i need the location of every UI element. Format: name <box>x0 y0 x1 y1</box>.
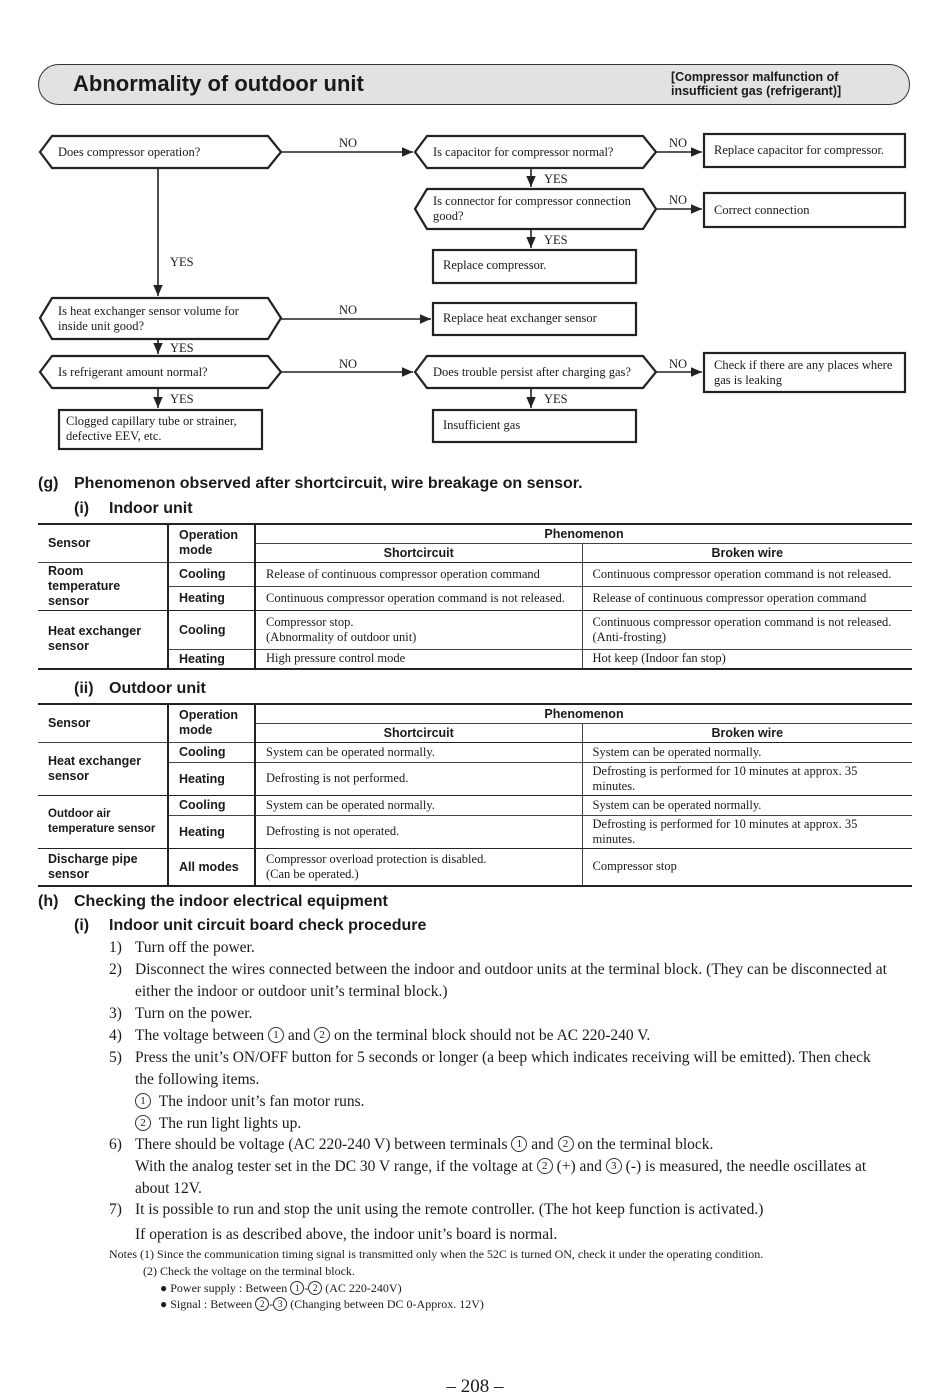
col-header-shortcircuit: Shortcircuit <box>255 543 582 562</box>
note-bullet-signal <box>160 1296 484 1313</box>
terminal-2-symbol: 2 <box>537 1158 553 1174</box>
section-g-label: (g) <box>38 475 59 492</box>
mode-cell: Heating <box>168 586 255 610</box>
mode-header-line2: mode <box>179 543 213 558</box>
broken-wire-cell: Compressor stop <box>582 848 912 886</box>
step-number: 6) <box>109 1136 122 1153</box>
dash: - <box>269 1297 274 1311</box>
table-row <box>38 848 912 886</box>
step-number: 2) <box>109 961 122 978</box>
col-header-broken-wire: Broken wire <box>582 723 912 742</box>
flow-clogged-text <box>66 414 237 444</box>
label-no: NO <box>339 357 358 371</box>
troubleshooting-flowchart <box>0 0 950 460</box>
table-row <box>38 610 912 649</box>
cell-line2: (Can be operated.) <box>266 866 359 881</box>
mode-cell: Heating <box>168 649 255 669</box>
table-row <box>38 742 912 762</box>
sensor-name <box>38 848 168 886</box>
indoor-sensor-table <box>38 523 912 670</box>
label-yes: YES <box>170 392 194 406</box>
col-header-phenomenon: Phenomenon <box>255 524 912 543</box>
subtitle-line-2: insufficient gas (refrigerant)] <box>671 84 842 98</box>
terminal-3-symbol: 3 <box>606 1158 622 1174</box>
step-number: 4) <box>109 1027 122 1044</box>
sensor-name <box>38 610 168 669</box>
flow-q3-text <box>433 194 631 224</box>
mode-cell: Cooling <box>168 562 255 586</box>
sensor-name-line2: sensor <box>48 768 89 783</box>
table-row <box>38 586 912 610</box>
terminal-1-symbol: 1 <box>290 1281 304 1295</box>
note-1: Notes (1) Since the communication timing signal is transmitted only when the 52C is turned ON, check it under the operating condition. <box>109 1247 764 1261</box>
shortcircuit-cell: Defrosting is not performed. <box>255 762 582 795</box>
mode-cell: Cooling <box>168 610 255 649</box>
label-no: NO <box>669 136 688 150</box>
flow-q6-text: Does trouble persist after charging gas? <box>433 365 631 379</box>
step-5c-text: The indoor unit’s fan motor runs. <box>158 1093 365 1110</box>
flow-q4-line1: Is heat exchanger sensor volume for <box>58 304 239 318</box>
step-conclusion: If operation is as described above, the indoor unit’s board is normal. <box>135 1226 558 1243</box>
mode-cell: Heating <box>168 815 255 848</box>
table-row <box>38 815 912 848</box>
flow-q4-line2: inside unit good? <box>58 319 145 333</box>
table-row <box>38 795 912 815</box>
sensor-name-line2: temperature sensor <box>48 822 156 835</box>
note-2: (2) Check the voltage on the terminal block. <box>143 1264 355 1278</box>
terminal-3-symbol: 3 <box>273 1297 287 1311</box>
table-row <box>38 762 912 795</box>
step-2a: Disconnect the wires connected between the indoor and outdoor units at the terminal block. (They can be disconnected at <box>135 961 887 978</box>
step-4-text-a: The voltage between <box>135 1027 265 1044</box>
broken-wire-cell: Defrosting is performed for 10 minutes at approx. 35 minutes. <box>582 762 912 795</box>
flow-check-leak-line1: Check if there are any places where <box>714 358 893 372</box>
sensor-name <box>38 562 168 610</box>
label-no: NO <box>339 303 358 317</box>
section-g-i-label: (i) <box>74 500 90 517</box>
terminal-2-symbol: 2 <box>308 1281 322 1295</box>
step-5b: the following items. <box>135 1071 260 1088</box>
outdoor-sensor-table <box>38 703 912 887</box>
flow-replace-compressor-text: Replace compressor. <box>443 258 547 272</box>
step-number: 1) <box>109 939 122 956</box>
shortcircuit-cell <box>255 610 582 649</box>
mode-cell: Cooling <box>168 795 255 815</box>
section-g-ii-label: (ii) <box>74 680 94 697</box>
step-6b-text-b: (+) and <box>556 1158 602 1175</box>
col-header-mode <box>168 524 255 562</box>
label-yes: YES <box>544 172 568 186</box>
section-h-title: Checking the indoor electrical equipment <box>74 893 388 910</box>
shortcircuit-cell: Release of continuous compressor operation command <box>255 562 582 586</box>
sensor-name-line1: Room temperature <box>48 563 121 593</box>
step-7: It is possible to run and stop the unit using the remote controller. (The hot keep function is activated.) <box>135 1201 764 1218</box>
step-number: 3) <box>109 1005 122 1022</box>
section-g-i-title: Indoor unit <box>109 500 193 517</box>
step-2b: either the indoor or outdoor unit’s terminal block.) <box>135 983 448 1000</box>
broken-wire-cell: Release of continuous compressor operation command <box>582 586 912 610</box>
note-bullet-signal-text-b: (Changing between DC 0-Approx. 12V) <box>290 1297 484 1311</box>
step-3: Turn on the power. <box>135 1005 253 1022</box>
flow-replace-sensor-text: Replace heat exchanger sensor <box>443 311 597 325</box>
item-2-symbol: 2 <box>135 1115 151 1131</box>
broken-wire-cell: Continuous compressor operation command is not released. <box>582 562 912 586</box>
sensor-name-line2: sensor <box>48 866 89 881</box>
step-5c <box>135 1091 365 1113</box>
col-header-broken-wire: Broken wire <box>582 543 912 562</box>
shortcircuit-cell: High pressure control mode <box>255 649 582 669</box>
flow-q4-text <box>58 304 239 334</box>
step-6b-text-c: (-) is measured, the needle oscillates at <box>625 1158 867 1175</box>
terminal-2-symbol: 2 <box>558 1136 574 1152</box>
shortcircuit-cell <box>255 848 582 886</box>
sensor-name-line1: Heat exchanger <box>48 753 142 768</box>
section-h-i-title: Indoor unit circuit board check procedure <box>109 917 427 934</box>
col-header-shortcircuit: Shortcircuit <box>255 723 582 742</box>
label-yes: YES <box>544 233 568 247</box>
note-bullet-signal-text-a: ● Signal : Between <box>160 1297 253 1311</box>
step-number: 5) <box>109 1049 122 1066</box>
flow-q3-line2: good? <box>433 209 464 223</box>
page-title: Abnormality of outdoor unit <box>73 71 364 96</box>
col-header-phenomenon: Phenomenon <box>255 704 912 723</box>
mode-header-line1: Operation <box>179 528 239 543</box>
terminal-1-symbol: 1 <box>268 1027 284 1043</box>
sensor-name <box>38 795 168 848</box>
mode-header-line1: Operation <box>179 708 239 723</box>
broken-wire-cell: System can be operated normally. <box>582 795 912 815</box>
step-6a-text-b: and <box>531 1136 554 1153</box>
cell-line1: Continuous compressor operation command is not released. <box>592 614 892 629</box>
flow-clogged-line1: Clogged capillary tube or strainer, <box>66 414 237 428</box>
cell-line2: (Abnormality of outdoor unit) <box>266 629 417 644</box>
table-row <box>38 649 912 669</box>
step-number: 7) <box>109 1201 122 1218</box>
step-1: Turn off the power. <box>135 939 255 956</box>
shortcircuit-cell: Defrosting is not operated. <box>255 815 582 848</box>
terminal-1-symbol: 1 <box>511 1136 527 1152</box>
sensor-name-line1: Heat exchanger <box>48 624 142 639</box>
label-yes: YES <box>170 255 194 269</box>
step-6b-text-a: With the analog tester set in the DC 30 V range, if the voltage at <box>135 1158 533 1175</box>
cell-line2: (Anti-frosting) <box>592 629 667 644</box>
item-1-symbol: 1 <box>135 1093 151 1109</box>
note-bullet-power <box>160 1280 402 1297</box>
sensor-name-line2: sensor <box>48 639 89 654</box>
flow-correct-connection-text: Correct connection <box>714 203 810 217</box>
note-bullet-power-text-b: (AC 220-240V) <box>325 1281 402 1295</box>
col-header-sensor: Sensor <box>38 524 168 562</box>
step-6a-text-a: There should be voltage (AC 220-240 V) between terminals <box>135 1136 508 1153</box>
broken-wire-cell: System can be operated normally. <box>582 742 912 762</box>
label-yes: YES <box>544 392 568 406</box>
sensor-name <box>38 742 168 795</box>
mode-header-line2: mode <box>179 723 213 738</box>
label-no: NO <box>669 193 688 207</box>
step-6a <box>135 1134 713 1156</box>
broken-wire-cell <box>582 610 912 649</box>
flow-clogged-line2: defective EEV, etc. <box>66 429 162 443</box>
step-5d <box>135 1113 301 1135</box>
flow-q5-text: Is refrigerant amount normal? <box>58 365 208 379</box>
cell-line1: Compressor stop. <box>266 614 354 629</box>
note-bullet-power-text-a: ● Power supply : Between <box>160 1281 288 1295</box>
broken-wire-cell: Defrosting is performed for 10 minutes at approx. 35 minutes. <box>582 815 912 848</box>
mode-cell: Cooling <box>168 742 255 762</box>
col-header-mode <box>168 704 255 742</box>
shortcircuit-cell: System can be operated normally. <box>255 795 582 815</box>
flow-q1-text: Does compressor operation? <box>58 145 201 159</box>
subtitle-line-1: [Compressor malfunction of <box>671 70 839 84</box>
label-no: NO <box>669 357 688 371</box>
step-6c: about 12V. <box>135 1180 202 1197</box>
step-4-text-b: and <box>287 1027 311 1044</box>
step-4 <box>135 1025 650 1047</box>
col-header-sensor: Sensor <box>38 704 168 742</box>
section-h-i-label: (i) <box>74 917 90 934</box>
step-5d-text: The run light lights up. <box>158 1115 302 1132</box>
table-row <box>38 562 912 586</box>
terminal-2-symbol: 2 <box>255 1297 269 1311</box>
flow-q3-line1: Is connector for compressor connection <box>433 194 631 208</box>
step-5a: Press the unit’s ON/OFF button for 5 seconds or longer (a beep which indicates receiving will be emitted). Then check <box>135 1049 871 1066</box>
mode-cell: All modes <box>168 848 255 886</box>
page-number: – 208 – <box>446 1376 504 1397</box>
flow-check-leak-text <box>714 358 892 388</box>
label-no: NO <box>339 136 358 150</box>
mode-cell: Heating <box>168 762 255 795</box>
sensor-name-line1: Outdoor air <box>48 807 111 820</box>
section-h-label: (h) <box>38 893 59 910</box>
cell-line1: Compressor overload protection is disabled. <box>266 851 487 866</box>
step-6a-text-c: on the terminal block. <box>577 1136 714 1153</box>
section-g-title: Phenomenon observed after shortcircuit, wire breakage on sensor. <box>74 475 583 492</box>
terminal-2-symbol: 2 <box>314 1027 330 1043</box>
shortcircuit-cell: Continuous compressor operation command is not released. <box>255 586 582 610</box>
flow-q2-text: Is capacitor for compressor normal? <box>433 145 614 159</box>
flow-check-leak-line2: gas is leaking <box>714 373 783 387</box>
broken-wire-cell: Hot keep (Indoor fan stop) <box>582 649 912 669</box>
section-g-ii-title: Outdoor unit <box>109 680 206 697</box>
shortcircuit-cell: System can be operated normally. <box>255 742 582 762</box>
dash: - <box>304 1281 309 1295</box>
sensor-name-line1: Discharge pipe <box>48 851 138 866</box>
step-6b <box>135 1156 866 1178</box>
flow-replace-capacitor-text: Replace capacitor for compressor. <box>714 143 885 157</box>
flow-insufficient-gas-text: Insufficient gas <box>443 418 521 432</box>
label-yes: YES <box>170 341 194 355</box>
step-4-text-c: on the terminal block should not be AC 220-240 V. <box>334 1027 651 1044</box>
sensor-name-line2: sensor <box>48 593 89 608</box>
